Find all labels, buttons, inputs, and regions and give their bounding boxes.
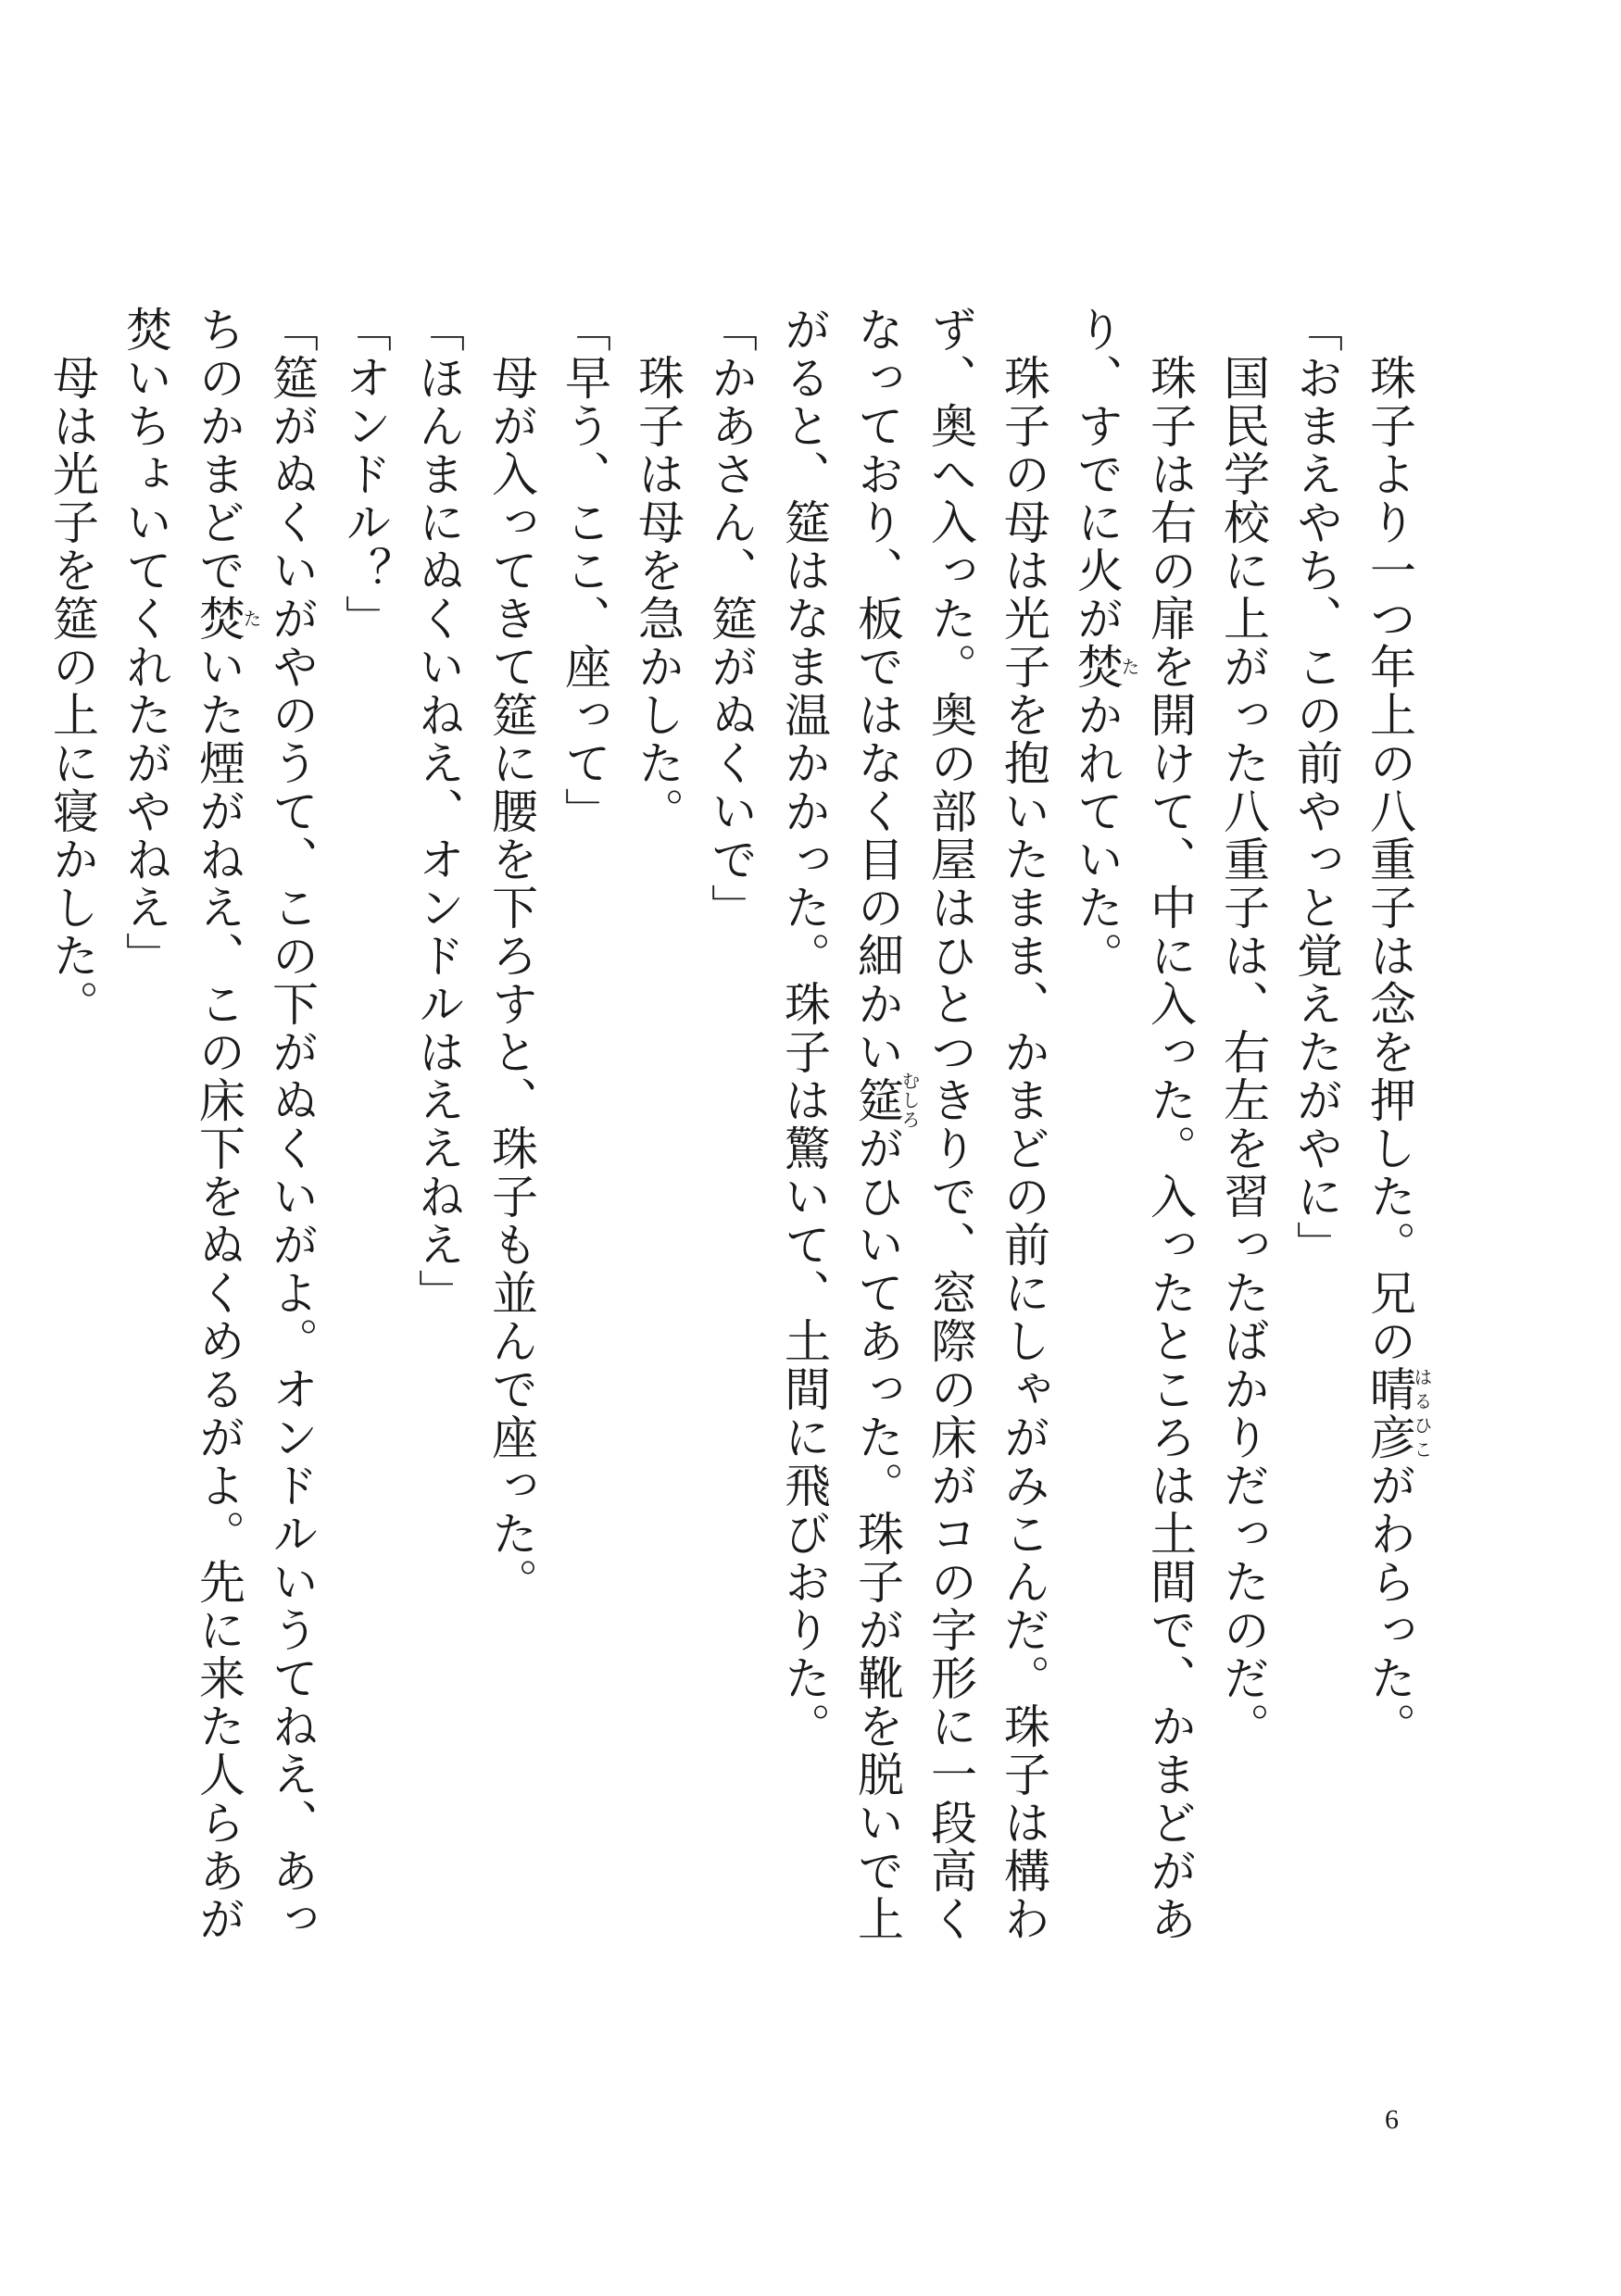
vertical-text-body [35, 306, 1431, 1954]
ruby-text: むしろ [898, 1071, 921, 1130]
dialogue-line: 「かあさん、筵がぬくいで」 [704, 306, 758, 932]
text-run: 珠子より一つ年上の八重子は念を押した。兄の [1363, 354, 1416, 1365]
paragraph [767, 306, 1060, 1954]
text-run: 珠子は母を急かした。 [631, 354, 685, 835]
text-run: 母が入ってきて筵に腰を下ろすと、珠子も並んで座った。 [484, 354, 538, 1606]
dialogue-line: 「おまえやち、この前やっと覚えたがやに」 [1289, 306, 1343, 1269]
paragraph [1352, 306, 1431, 1954]
text-run: 珠子の母は光子を抱いたまま、かまどの前にしゃがみこんだ。珠子は構わず、奥へ入った。奥の部屋はひとつきりで、窓際の床がコの字形に一段高くなっており、板ではなく目の細かい [850, 306, 1050, 1943]
text-run: がひいてあった。珠子が靴を脱いで上がると、筵はなま温かかった。珠子は驚いて、土間に飛びおりた。 [777, 306, 904, 1943]
furigana-word [850, 1071, 921, 1130]
text-run: 国民学校に上がった八重子は、右左を習ったばかりだったのだ。 [1216, 354, 1270, 1750]
dialogue-line: 「オンドル？」 [338, 306, 392, 643]
ruby-base: 晴彦 [1363, 1365, 1416, 1462]
ruby-base: 焚 [1070, 643, 1124, 691]
dialogue-line: 「ほんまにぬくいねえ、オンドルはええねえ」 [411, 306, 465, 1317]
text-run: 「筵がぬくいがやのうて、この下がぬくいがよ。オンドルいうてねえ、あっちのかまどで [192, 306, 319, 1943]
text-run: かれていた。 [1070, 691, 1124, 980]
furigana-word [1070, 643, 1140, 691]
text-run: いた煙がねえ、この床下をぬくめるがよ。先に来た人らあが焚いちょいてくれたがやねえ」 [119, 306, 245, 1943]
furigana-word [192, 595, 262, 643]
paragraph [1206, 306, 1279, 1954]
dialogue-line: 「早う、ここ、座って」 [558, 306, 611, 835]
ruby-base: 筵 [850, 1071, 904, 1130]
text-run: がわらった。 [1363, 1462, 1416, 1750]
paragraph [621, 306, 694, 1954]
ruby-text: た [1118, 643, 1140, 691]
ruby-text: た [240, 595, 262, 643]
text-run: 母は光子を筵の上に寝かした。 [45, 354, 99, 1028]
paragraph [1060, 306, 1206, 1954]
ruby-base: 焚 [192, 595, 245, 643]
text-run: 珠子は右の扉を開けて、中に入った。入ったところは土間で、かまどがあり、すでに火が [1070, 306, 1197, 1943]
paragraph [35, 306, 108, 1954]
dialogue-line [108, 306, 328, 1954]
page-number: 6 [1385, 2104, 1399, 2135]
furigana-word [1363, 1365, 1433, 1462]
paragraph [474, 306, 547, 1954]
ruby-text: はるひこ [1411, 1365, 1433, 1462]
